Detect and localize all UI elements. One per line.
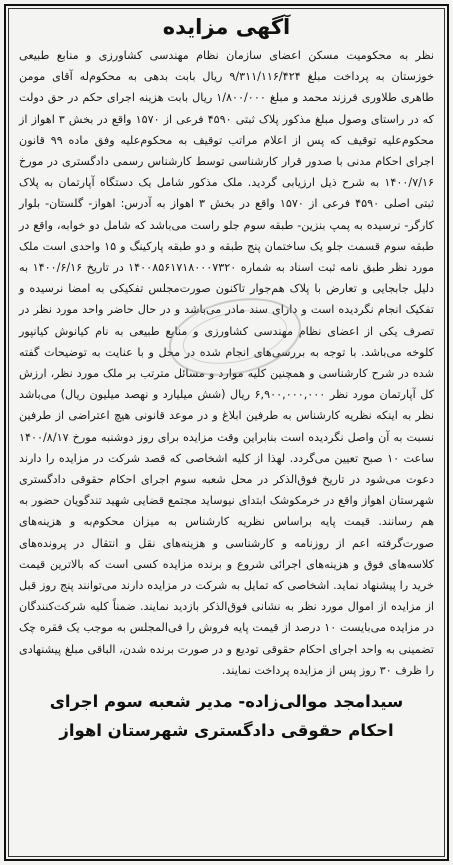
signature-block bbox=[19, 687, 434, 745]
notice-border bbox=[4, 4, 449, 861]
signature-line-1: سیدامجد موالی‌زاده- مدیر شعبه سوم اجرای bbox=[49, 692, 404, 712]
notice-title: آگهی مزایده bbox=[162, 15, 291, 39]
signature-line-2: احکام حقوقی دادگستری شهرستان اهواز bbox=[59, 721, 394, 741]
notice-content bbox=[8, 8, 445, 857]
notice-body: نظر به محکومیت مسکن اعضای سازمان نظام مهندسی کشاورزی و منابع طبیعی خوزستان به پرداخت مبلغ ۹/۳۱۱/۱۱۶/۴۲۴ ریال بابت بدهی به محکوم‌له آقای مومن طاهری طلاوری فرزند محمد و مبلغ ۱/۸۰۰/۰۰۰ ریال بابت هزینه اجرای حکم در حق دولت که در راستای وصول مبلغ مذکور پلاک ثبتی ۴۵۹۰ فرعی از ۱۵۷۰ واقع در بخش ۳ اهواز از محکوم‌علیه توقیف که پس از اعلام مراتب توقیف به محکوم‌علیه وفق ماده ۹۹ قانون اجرای احکام مدنی با صدور قرار کارشناسی توسط کارشناس رسمی دادگستری در مورخ ۱۴۰۰/۷/۱۶ به شرح ذیل ارزیابی گردید. ملک مذکور شامل یک دستگاه آپارتمان به پلاک ثبتی اصلی ۴۵۹۰ فرعی از ۱۵۷۰ واقع در بخش ۳ اهواز به آدرس: اهواز- گلستان- بلوار کارگر- نرسیده به پمپ بنزین- طبقه سوم جلو راست می‌باشد که شامل دو خوابه، واقع در طبقه سوم قسمت جلو یک ساختمان پنج طبقه و دو طبقه پارکینگ و ۱۵ واحدی است ملک مورد نظر طبق نامه ثبت اسناد به شماره ۱۴۰۰۸۵۶۱۷۱۸۰۰۰۷۳۲۰ در تاریخ ۱۴۰۰/۶/۱۶ به دلیل جابجایی و تعارض با پلاک هم‌جوار تاکنون صورت‌مجلس تفکیکی به امضا نرسیده و تفکیک انجام نگردیده است و دارای سند مادر می‌باشد و در حال حاضر واحد مورد نظر در تصرف یکی از اعضای نظام مهندسی کشاورزی و منابع طبیعی به نام کیانوش کیانپور کلوخه می‌باشد. با توجه به بررسی‌های انجام شده در محل و با عنایت به توضیحات گفته شده در شرح کارشناسی و همچنین کلیه موارد و مسائل مترتب بر ملک مورد نظر، ارزش کل آپارتمان مورد نظر ۶,۹۰۰,۰۰۰,۰۰۰ ریال (شش میلیارد و نهصد میلیون ریال) می‌باشد نظر به اینکه نظریه کارشناس به طرفین ابلاغ و در موعد قانونی هیچ اعتراضی از طرفین نسبت به آن واصل نگردیده است بنابراین وقت مزایده برای روز دوشنبه مورخ ۱۴۰۰/۸/۱۷ ساعت ۱۰ صبح تعیین می‌گردد. لهذا از کلیه اشخاصی که قصد شرکت در مزایده را دارند دعوت می‌شود در تاریخ فوق‌الذکر در محل شعبه سوم اجرای احکام حقوقی دادگستری شهرستان اهواز واقع در خرمکوشک ابتدای نیوساید مجتمع قضایی شهید تندگویان حضور به هم رسانند. قیمت پایه براساس نظریه کارشناس به میزان محکوم‌به و هزینه‌های صورت‌گرفته اعم از روزنامه و کارشناسی و هزینه‌های نقل و انتقال در پرونده‌های کلاسه‌های فوق و هزینه‌های اجرائی شروع و برنده مزایده کسی است که بالاترین قیمت خرید را پیشنهاد نماید. اشخاصی که تمایل به شرکت در مزایده دارند می‌توانند پنج روز قبل از مزایده از اموال مورد نظر به نشانی فوق‌الذکر بازدید نمایند. ضمناً کلیه شرکت‌کنندگان در مزایده می‌بایست ۱۰ درصد از قیمت پایه فروش را فی‌المجلس به موجب یک فقره چک تضمینی به واحد اجرای احکام حقوقی تودیع و در صورت برنده شدن، الباقی مبلغ پیشنهادی را ظرف ۳۰ روز پس از مزایده پرداخت نمایند. bbox=[19, 49, 435, 677]
